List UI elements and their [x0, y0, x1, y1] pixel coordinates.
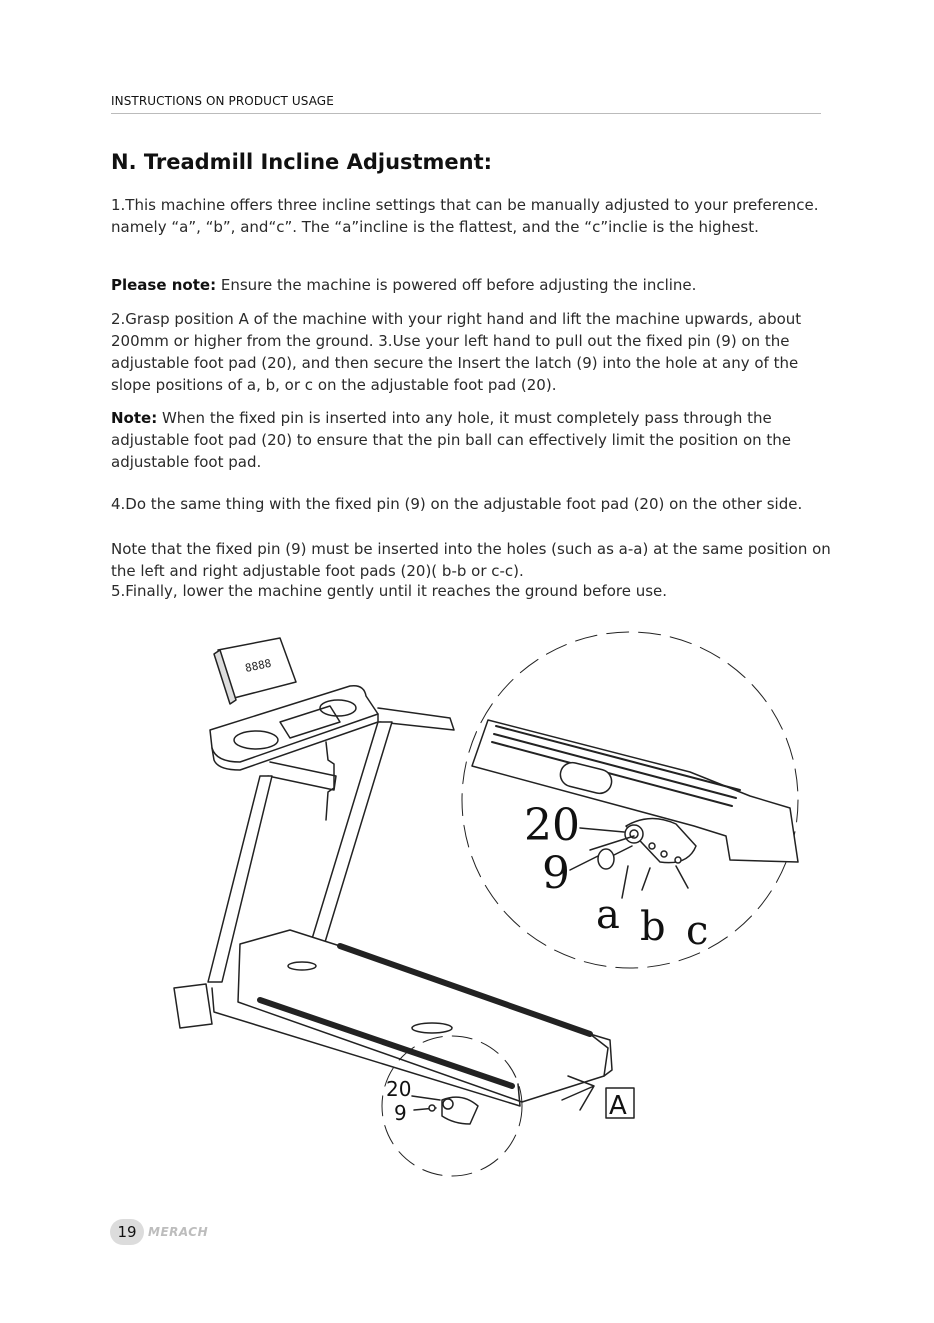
please-note-text: Ensure the machine is powered off before adjusting the incline.: [216, 276, 697, 294]
page-title: N. Treadmill Incline Adjustment:: [111, 150, 493, 174]
please-note-label: Please note:: [111, 276, 217, 294]
callout-20-small: 20: [386, 1077, 412, 1101]
callout-b: b: [640, 904, 666, 950]
callout-20-large: 20: [524, 800, 580, 851]
console-display-digits: 8888: [243, 656, 273, 675]
brand-logo-text: MERACH: [148, 1225, 209, 1239]
header-divider: [111, 113, 821, 114]
note-label: Note:: [111, 409, 158, 427]
step-1-paragraph: 1.This machine offers three incline settings that can be manually adjusted to your preference. namely “a”, “b”, and“c”. The “a”incline is the flattest, and the “c”inclie is the highest.: [111, 196, 819, 236]
position-a-label: A: [609, 1091, 627, 1121]
please-note-paragraph: [111, 274, 836, 296]
section-header: INSTRUCTIONS ON PRODUCT USAGE: [111, 94, 334, 108]
callout-a: a: [596, 892, 620, 938]
page-number-badge: 19: [110, 1219, 144, 1245]
zoomed-foot-section: [472, 720, 798, 898]
note-paragraph: [111, 407, 836, 473]
step-4-paragraph: 4.Do the same thing with the fixed pin (9) on the adjustable foot pad (20) on the other side.: [111, 495, 803, 513]
step-5-paragraph: 5.Finally, lower the machine gently until it reaches the ground before use.: [111, 582, 668, 600]
treadmill-incline-diagram: [150, 630, 840, 1190]
callout-9-small: 9: [394, 1101, 407, 1125]
callout-c: c: [686, 908, 709, 954]
callout-9-large: 9: [542, 848, 570, 899]
small-foot-pad: [412, 1096, 478, 1124]
matching-holes-note: Note that the fixed pin (9) must be inserted into the holes (such as a-a) at the same position on the left and right adjustable foot pads (20)( b-b or c-c).: [111, 540, 831, 580]
note-text: When the fixed pin is inserted into any hole, it must completely pass through the adjustable foot pad (20) to ensure that the pin ball can effectively limit the position on the adjustable foot pad.: [111, 409, 792, 471]
step-2-3-paragraph: 2.Grasp position A of the machine with your right hand and lift the machine upwards, about 200mm or higher from the ground. 3.Use your left hand to pull out the fixed pin (9) on the adjustable foot pad (20), and then secure the Insert the latch (9) into the hole at any of the slope positions of a, b, or c on the adjustable foot pad (20).: [111, 310, 802, 394]
